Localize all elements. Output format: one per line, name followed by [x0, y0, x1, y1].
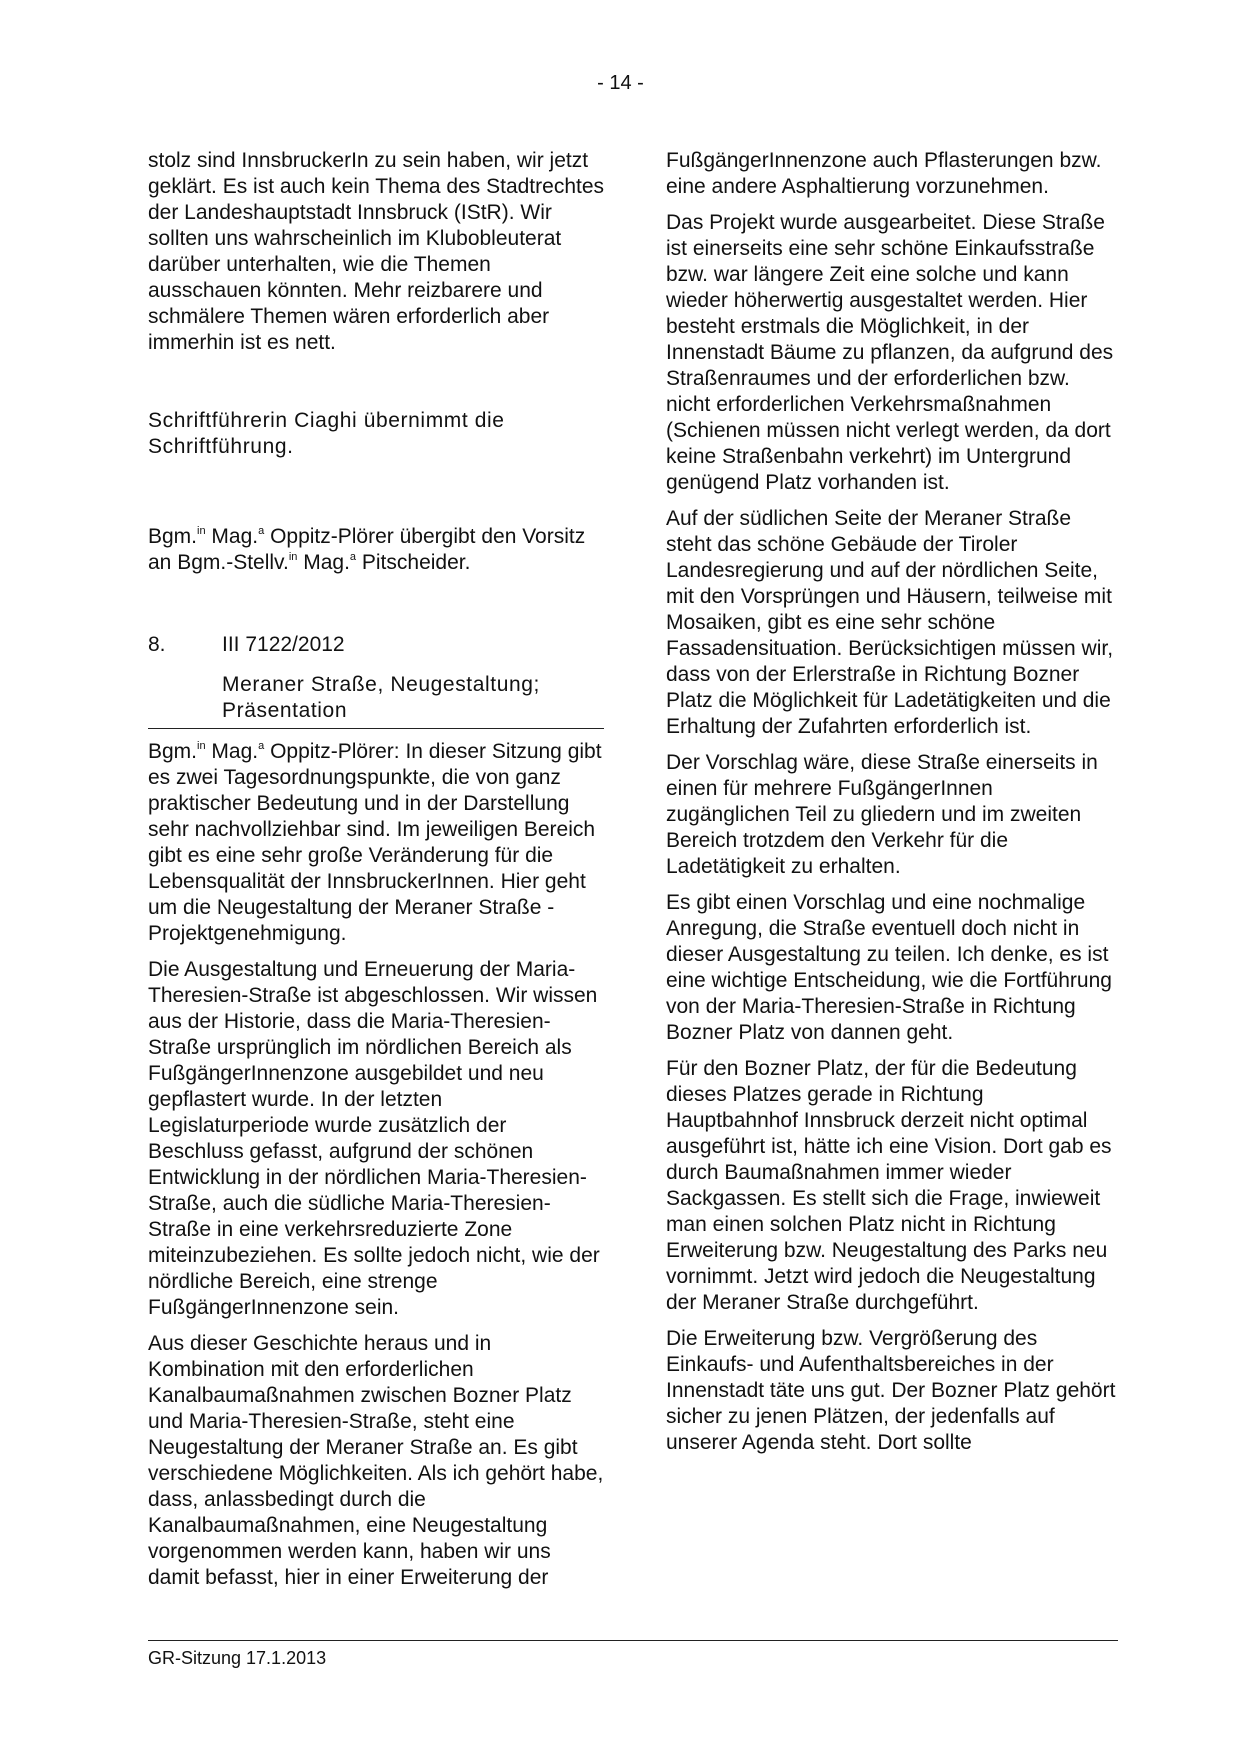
agenda-code: III 7122/2012 — [222, 633, 345, 656]
paragraph: Das Projekt wurde ausgearbeitet. Diese Straße ist einerseits eine sehr schöne Einkaufsstraße bzw. war längere Zeit eine solche und kann wieder höherwertig ausgestaltet werden. Hier besteht erstmals die Möglichkeit, in der Innenstadt Bäume zu pflanzen, da aufgrund des Straßenraumes und der erforderlichen bzw. nicht erforderlichen Verkehrsmaßnahmen (Schienen müssen nicht verlegt werden, da dort keine Straßenbahn verkehrt) im Untergrund genügend Platz vorhanden ist. — [666, 211, 1114, 494]
page-number: - 14 - — [597, 72, 644, 94]
footer-divider — [148, 1640, 1118, 1641]
paragraph: Die Erweiterung bzw. Vergrößerung des Einkaufs- und Aufenthaltsbereiches in der Innenstadt täte uns gut. Der Bozner Platz gehört sicher zu jenen Plätzen, der jedenfalls auf unserer Agenda steht. Dort sollte — [666, 1327, 1116, 1454]
paragraph: Für den Bozner Platz, der für die Bedeutung dieses Platzes gerade in Richtung Hauptbahnhof Innsbruck derzeit nicht optimal ausgeführt ist, hätte ich eine Vision. Dort gab es durch Baumaßnahmen immer wieder Sackgassen. Es stellt sich die Frage, inwieweit man einen solchen Platz nicht in Richtung Erweiterung bzw. Neugestaltung des Parks neu vornimmt. Jetzt wird jedoch die Neugestaltung der Meraner Straße durchgeführt. — [666, 1057, 1112, 1314]
agenda-title: Meraner Straße, Neugestaltung; Präsentation — [222, 673, 540, 722]
paragraph: Aus dieser Geschichte heraus und in Kombination mit den erforderlichen Kanalbaumaßnahmen zwischen Bozner Platz und Maria-Theresien-Straße, steht eine Neugestaltung der Meraner Straße an. Es gibt verschiedene Möglichkeiten. Als ich gehört habe, dass, anlassbedingt durch die Kanalbaumaßnahmen, eine Neugestaltung vorgenommen werden kann, haben wir uns damit befasst, hier in einer Erweiterung der — [148, 1332, 604, 1589]
clerk-note: Schriftführerin Ciaghi übernimmt die Schriftführung. — [148, 409, 505, 458]
right-column — [666, 148, 1118, 1466]
paragraph: FußgängerInnenzone auch Pflasterungen bzw. eine andere Asphaltierung vorzunehmen. — [666, 149, 1102, 198]
paragraph: stolz sind InnsbruckerIn zu sein haben, wir jetzt geklärt. Es ist auch kein Thema des Stadtrechtes der Landeshauptstadt Innsbruck (IStR). Wir sollten uns wahrscheinlich im Klubobleuterat darüber unterhalten, wie die Themen ausschauen könnten. Mehr reizbarere und schmälere Themen wären erforderlich aber immerhin ist es nett. — [148, 149, 605, 354]
footer-session-date: GR-Sitzung 17.1.2013 — [148, 1648, 327, 1668]
agenda-item — [148, 632, 604, 729]
paragraph: Auf der südlichen Seite der Meraner Straße steht das schöne Gebäude der Tiroler Landesregierung und auf der nördlichen Seite, mit den Vorsprüngen und Häusern, teilweise mit Mosaiken, gibt es eine sehr schöne Fassadensituation. Berücksichtigen müssen wir, dass von der Erlerstraße in Richtung Bozner Platz die Möglichkeit für Ladetätigkeiten und die Erhaltung der Zufahrten erforderlich ist. — [666, 507, 1114, 738]
left-column — [148, 148, 604, 1601]
paragraph: Die Ausgestaltung und Erneuerung der Maria-Theresien-Straße ist abgeschlossen. Wir wissen aus der Historie, dass die Maria-Theresien-Straße ursprünglich im nördlichen Bereich als FußgängerInnenzone ausgebildet und neu gepflastert wurde. In der letzten Legislaturperiode wurde zusätzlich der Beschluss gefasst, aufgrund der schönen Entwicklung in der nördlichen Maria-Theresien-Straße, auch die südliche Maria-Theresien-Straße in eine verkehrsreduzierte Zone miteinzubeziehen. Es sollte jedoch nicht, wie der nördliche Bereich, eine strenge FußgängerInnenzone sein. — [148, 958, 600, 1319]
chair-handover-note: Bgm.$^{in}$ Mag.$^a$ Oppitz-Plörer übergibt den Vorsitz an Bgm.-Stellv.$^{in}$ Mag.$^a$ Pitscheider. — [148, 525, 586, 574]
speech-intro: Bgm.$^{in}$ Mag.$^a$ Oppitz-Plörer: In dieser Sitzung gibt es zwei Tagesordnungspunkte, die von ganz praktischer Bedeutung und in der Darstellung sehr nachvollziehbar sind. Im jeweiligen Bereich gibt es eine sehr große Veränderung für die Lebensqualität der InnsbruckerInnen. Hier geht um die Neugestaltung der Meraner Straße - Projektgenehmigung. — [148, 740, 602, 945]
paragraph: Es gibt einen Vorschlag und eine nochmalige Anregung, die Straße eventuell doch nicht in dieser Ausgestaltung zu teilen. Ich denke, es ist eine wichtige Entscheidung, wie die Fortführung von der Maria-Theresien-Straße in Richtung Bozner Platz von dannen geht. — [666, 891, 1112, 1044]
paragraph: Der Vorschlag wäre, diese Straße einerseits in einen für mehrere FußgängerInnen zugänglichen Teil zu gliedern und im zweiten Bereich trotzdem den Verkehr für die Ladetätigkeit zu erhalten. — [666, 751, 1098, 878]
agenda-number: 8. — [148, 633, 166, 656]
